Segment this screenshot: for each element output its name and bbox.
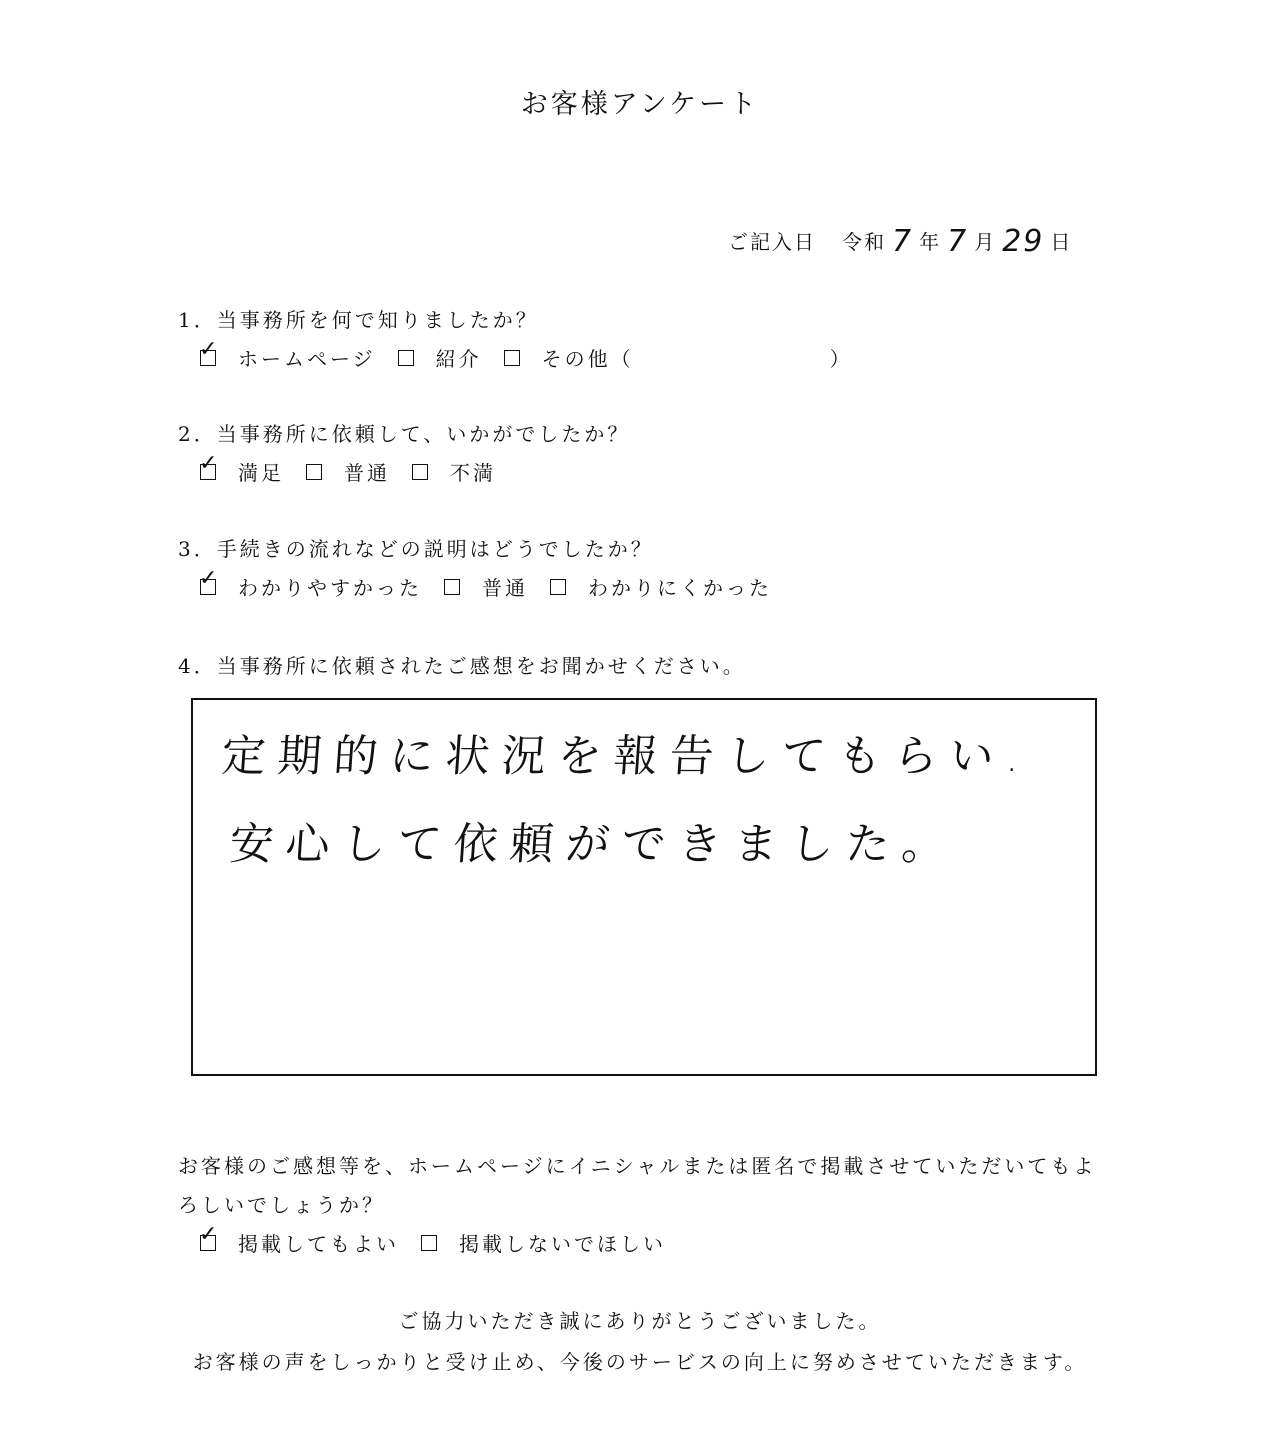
option-label: ホームページ	[238, 347, 376, 371]
question-4: 4．当事務所に依頼されたご感想をお聞かせください。	[178, 654, 746, 678]
consent-options	[199, 1221, 688, 1257]
option-label: わかりやすかった	[238, 576, 422, 600]
consent-question-line-2: ろしいでしょうか？	[178, 1193, 385, 1217]
year-unit: 年	[919, 230, 942, 254]
survey-title: お客様アンケート	[520, 89, 760, 120]
q2-option-satisfied[interactable]	[199, 450, 284, 486]
option-label: その他（	[541, 347, 634, 371]
day-unit: 日	[1050, 230, 1073, 254]
handwritten-year: 7	[892, 224, 914, 259]
checkbox[interactable]	[199, 336, 221, 366]
check-mark-icon: ✓	[199, 450, 221, 476]
option-label: 掲載してもよい	[238, 1232, 399, 1256]
checkbox[interactable]	[398, 350, 414, 366]
option-label: 普通	[482, 576, 528, 600]
check-mark-icon: ✓	[199, 336, 221, 362]
checkbox[interactable]	[444, 579, 460, 595]
entry-date-row	[728, 222, 1072, 257]
consent-option-deny[interactable]	[421, 1228, 666, 1257]
option-label: 満足	[238, 461, 284, 485]
handwritten-month: 7	[947, 224, 969, 259]
q3-option-neutral[interactable]	[444, 572, 528, 601]
checkbox[interactable]	[306, 464, 322, 480]
era-label: 令和	[842, 230, 886, 254]
checkbox[interactable]	[199, 565, 221, 595]
check-mark-icon: ✓	[199, 1221, 221, 1247]
checkbox[interactable]	[550, 579, 566, 595]
thanks-line-1: ご協力いただき誠にありがとうございました。	[398, 1309, 882, 1333]
close-paren: ）	[829, 347, 853, 371]
option-label: 普通	[344, 461, 390, 485]
question-3-options	[199, 565, 794, 601]
q2-option-dissatisfied[interactable]	[412, 457, 496, 486]
checkbox[interactable]	[504, 350, 520, 366]
month-unit: 月	[974, 230, 997, 254]
question-1: 1．当事務所を何で知りましたか？	[178, 308, 539, 332]
q3-option-clear[interactable]	[199, 565, 422, 601]
q1-option-other[interactable]	[504, 343, 853, 372]
check-mark-icon: ✓	[199, 565, 221, 591]
question-2-options	[199, 450, 518, 486]
handwritten-comment-line-2: 安心して依頼ができました。	[227, 819, 960, 870]
checkbox[interactable]	[412, 464, 428, 480]
entry-date-label: ご記入日	[728, 230, 816, 254]
checkbox[interactable]	[199, 1221, 221, 1251]
handwritten-comment-line-1: 定期的に状況を報告してもらい.	[219, 731, 1034, 782]
thanks-line-2: お客様の声をしっかりと受け止め、今後のサービスの向上に努めさせていただきます。	[192, 1350, 1088, 1374]
checkbox[interactable]	[199, 450, 221, 480]
consent-question-line-1: お客様のご感想等を、ホームページにイニシャルまたは匿名で掲載させていただいてもよ	[178, 1154, 1097, 1178]
checkbox[interactable]	[421, 1235, 437, 1251]
q1-option-homepage[interactable]	[199, 336, 376, 372]
question-3: 3．手続きの流れなどの説明はどうでしたか？	[178, 537, 654, 561]
q2-option-neutral[interactable]	[306, 457, 390, 486]
option-label: 紹介	[435, 347, 482, 371]
option-label: 掲載しないでほしい	[459, 1232, 666, 1256]
handwritten-day: 29	[1002, 224, 1045, 259]
q1-option-referral[interactable]	[398, 343, 482, 372]
q3-option-unclear[interactable]	[550, 572, 772, 601]
option-label: わかりにくかった	[588, 576, 772, 600]
question-2: 2．当事務所に依頼して、いかがでしたか？	[178, 422, 631, 446]
consent-option-allow[interactable]	[199, 1221, 399, 1257]
option-label: 不満	[450, 461, 496, 485]
question-1-options	[199, 336, 875, 372]
